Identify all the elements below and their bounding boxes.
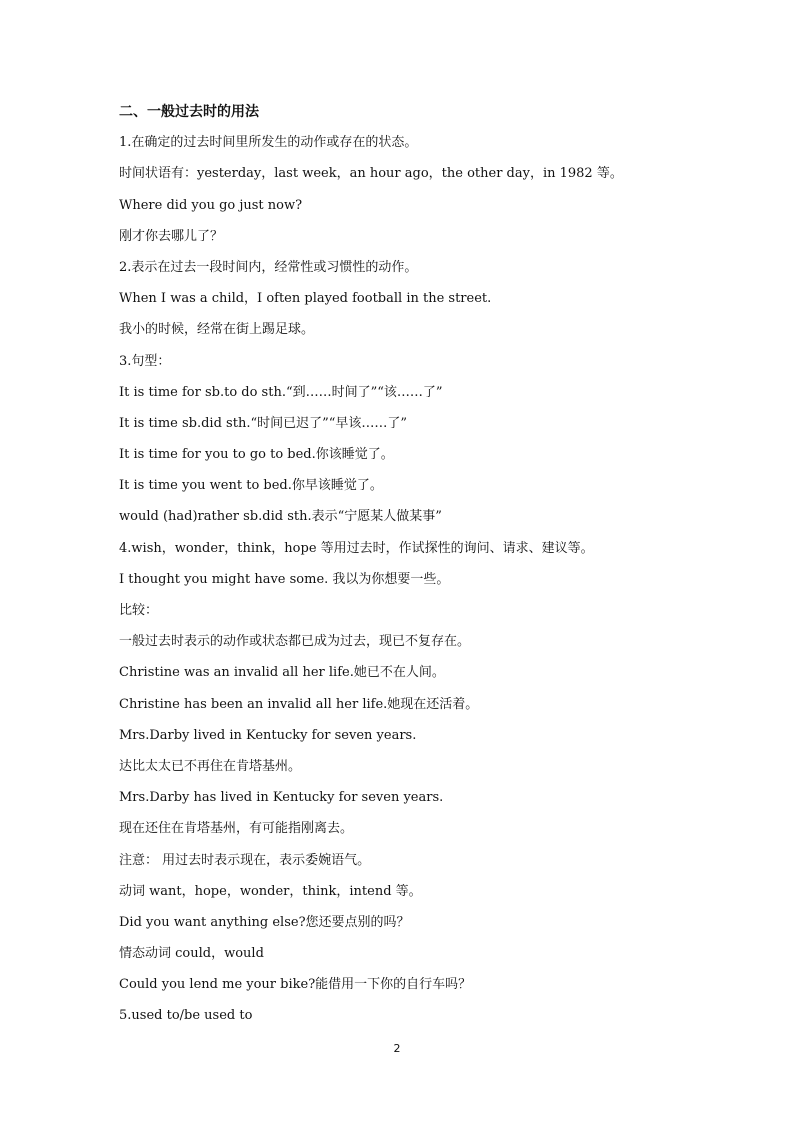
- text-line: 5.used to/be used to: [119, 1008, 253, 1024]
- text-line: 刚才你去哪儿了？: [119, 228, 224, 244]
- text-line: 时间状语有：yesterday，last week，an hour ago，the other day，in 1982 等。: [119, 166, 623, 182]
- text-line: It is time sb.did sth.“时间已迟了”“早该……了”: [119, 415, 408, 431]
- text-line: Mrs.Darby lived in Kentucky for seven years.: [119, 727, 417, 743]
- text-line: Christine was an invalid all her life.她已不在人间。: [119, 665, 445, 681]
- text-line: Mrs.Darby has lived in Kentucky for seven years.: [119, 790, 444, 806]
- text-line: 情态动词 could，would: [119, 946, 264, 962]
- text-line: 3.句型：: [119, 353, 171, 369]
- text-line: 我小的时候，经常在街上踢足球。: [119, 322, 315, 338]
- text-line: I thought you might have some. 我以为你想要一些。: [119, 571, 450, 587]
- text-line: Did you want anything else?您还要点别的吗？: [119, 914, 410, 930]
- document-body: [119, 100, 719, 1036]
- text-line: 2.表示在过去一段时间内，经常性或习惯性的动作。: [119, 259, 418, 275]
- text-line: 达比太太已不再住在肯塔基州。: [119, 758, 302, 774]
- text-line: When I was a child，I often played football in the street.: [119, 291, 492, 307]
- text-line: would (had)rather sb.did sth.表示“宁愿某人做某事”: [119, 509, 442, 525]
- section-heading: 二、一般过去时的用法: [119, 104, 259, 120]
- text-line: It is time for sb.to do sth.“到……时间了”“该……了”: [119, 384, 443, 400]
- text-line: 1.在确定的过去时间里所发生的动作或存在的状态。: [119, 135, 418, 151]
- text-line: 4.wish，wonder，think，hope 等用过去时，作试探性的询问、请求、建议等。: [119, 540, 594, 556]
- text-line: Where did you go just now?: [119, 197, 303, 213]
- text-line: 比较：: [119, 603, 159, 618]
- text-line: It is time for you to go to bed.你该睡觉了。: [119, 447, 394, 463]
- page-number: 2: [393, 1042, 401, 1055]
- text-line: Could you lend me your bike?能借用一下你的自行车吗？: [119, 977, 472, 993]
- text-line: 注意： 用过去时表示现在，表示委婉语气。: [119, 852, 371, 868]
- text-line: 动词 want，hope，wonder，think，intend 等。: [119, 883, 422, 899]
- text-line: It is time you went to bed.你早该睡觉了。: [119, 478, 383, 494]
- text-line: Christine has been an invalid all her life.她现在还活着。: [119, 696, 479, 712]
- text-line: 一般过去时表示的动作或状态都已成为过去，现已不复存在。: [119, 634, 471, 650]
- text-line: 现在还住在肯塔基州，有可能指刚离去。: [119, 821, 354, 837]
